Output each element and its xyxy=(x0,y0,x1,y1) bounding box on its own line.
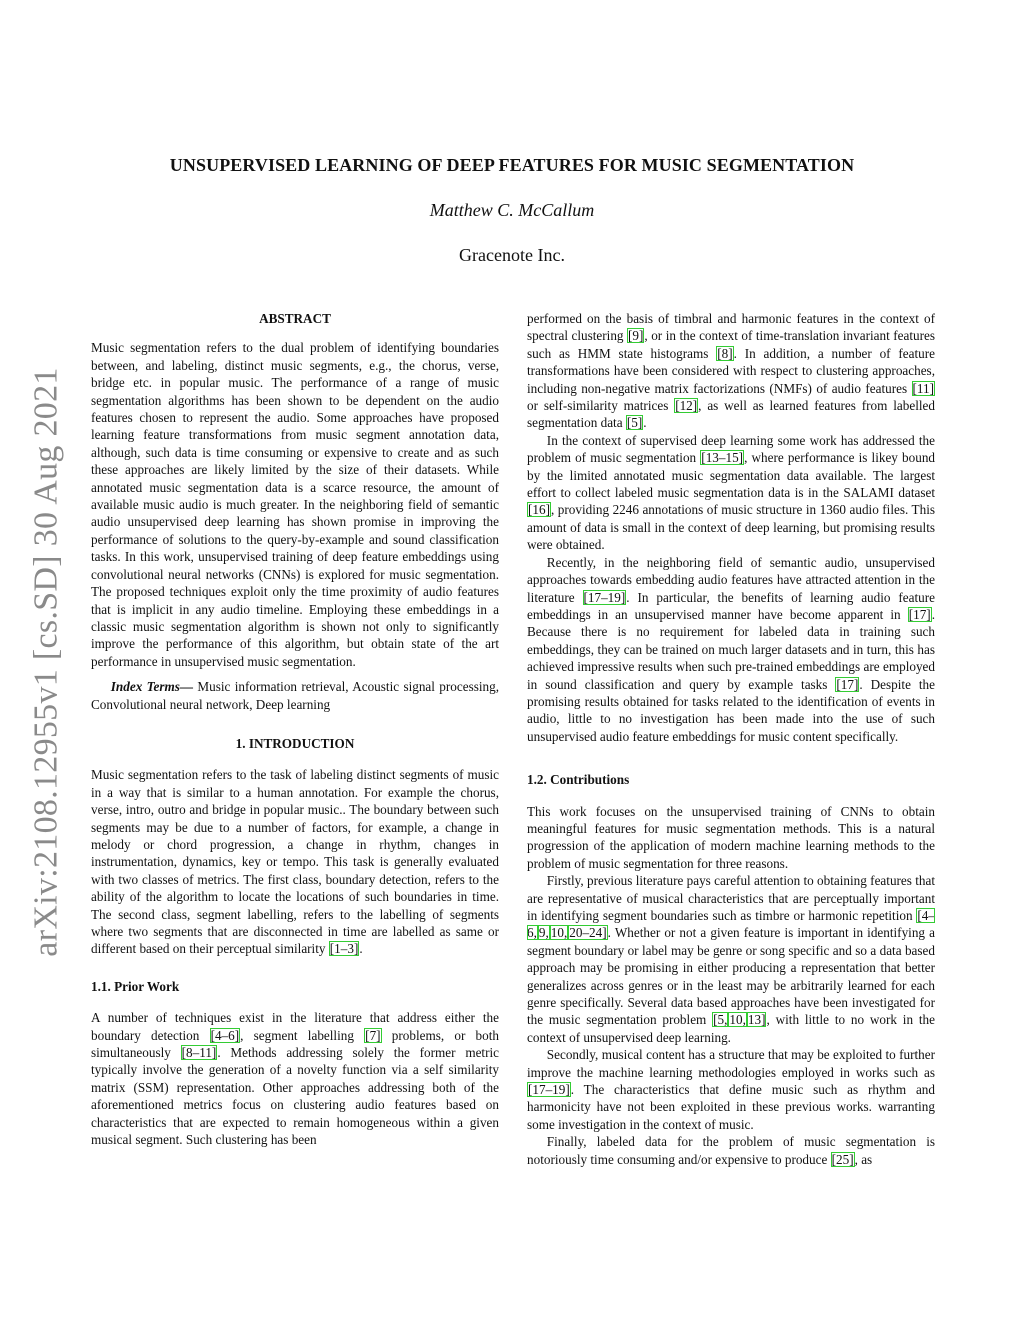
citation-link[interactable]: [4–6] xyxy=(210,1027,240,1043)
arxiv-id: arXiv:2108.12955v1 [cs.SD] 30 Aug 2021 xyxy=(28,367,65,957)
unsupervised-paragraph: Recently, in the neighboring field of semantic audio, unsupervised approaches towards embedding audio features have attracted attention in the literature [17–19]. In particular, the benefits of learning audio feature embeddings in an unsupervised manner have become apparent in [17]. Because there is no requirement for labeled data in training such embeddings, they can be trained on much larger datasets and in turn, this has achieved impressive results when such pre-trained embeddings are employed in sound classification and query by example tasks [17]. Despite the promising results obtained for tasks related to the identification of events in audio, little to no investigation has been made into the use of such unsupervised audio feature embeddings for music content specifically. xyxy=(527,554,936,744)
secondly-paragraph: Secondly, musical content has a structure that may be exploited to further improve the machine learning methodologies employed in works such as [17–19]. The characteristics that define music such as rhythm and harmonicity have not been exploited in these previous works. warranting some investigation in the context of music. xyxy=(527,1047,935,1132)
citation-link[interactable]: [17] xyxy=(908,606,931,622)
firstly-paragraph: Firstly, previous literature pays careful attention to obtaining features that are representative of musical characteristics that are perceptually important in identifying segment boundaries such as timbre or harmonic repetition [4–6, 9, 10, 20–24]. Whether or not a given feature is important in identifying a segment boundary or label may be genre or song specific and so a data based approach may be promising in either producing a representation that better generalizes across genres or in the least may be arbitrarily learned for each genre specifically. Several data based approaches have been investigated for the music segmentation problem [5, 10, 13], with little to no work in the context of unsupervised deep learning. xyxy=(527,873,935,1045)
citation-link[interactable]: [17] xyxy=(836,676,859,692)
prior-work-paragraph: A number of techniques exist in the literature that address either the boundary detection [4–6], segment labelling [7] problems, or both simultaneously [8–11]. Methods addressing solely the former metric typically involve the generation of a novelty function via a self similarity matrix (SSM) representation. Other approaches addressing both of the aforementioned metrics focus on clustering audio features based on characteristics that are expected to remain homogeneous within a given musical segment. Such clustering has been xyxy=(91,1010,500,1148)
contributions-heading: 1.2. Contributions xyxy=(527,772,630,788)
citation-link[interactable]: [4–6, xyxy=(527,908,935,941)
paper-title: UNSUPERVISED LEARNING OF DEEP FEATURES FOR MUSIC SEGMENTATION xyxy=(169,155,855,175)
right-column xyxy=(527,310,935,1168)
citation-link[interactable]: [11] xyxy=(912,380,934,396)
contributions-paragraph: This work focuses on the unsupervised training of CNNs to obtain meaningful features for music segmentation methods. This is a natural progression of the application of modern machine learning methods to the problem of music segmentation for three reasons. xyxy=(527,803,935,871)
author-affiliation: Gracenote Inc. xyxy=(459,245,565,265)
index-terms xyxy=(91,678,499,713)
author-name: Matthew C. McCallum xyxy=(429,200,595,220)
introduction-heading: 1. INTRODUCTION xyxy=(235,735,355,751)
citation-link[interactable]: 9, xyxy=(538,925,549,941)
introduction-paragraph: Music segmentation refers to the task of labeling distinct segments of music in a way that is similar to a human annotation. For example the chorus, verse, intro, outro and bridge in popular music.. The boundary between such segments may be due to a number of factors, for example, a change in melody or chord progression, a change in rhythm, changes in instrumentation, dynamics, key or tempo. This task is generally evaluated with two classes of metrics. The first class, boundary detection, refers to the ability of the algorithm to locate the locations of such boundaries in time. The second class, segment labelling, refers to the labelling of segments where two segments that are disconnected in time are labelled as same or different based on their perceptual similarity [1–3]. xyxy=(91,767,499,957)
citation-link[interactable]: 10, xyxy=(729,1012,746,1028)
finally-paragraph: Finally, labeled data for the problem of music segmentation is notoriously time consuming and/or expensive to produce [25], as xyxy=(527,1134,935,1167)
citation-link[interactable]: [13–15] xyxy=(701,450,744,466)
citation-link[interactable]: [17–19] xyxy=(583,589,626,605)
citation-link[interactable]: [25] xyxy=(831,1151,854,1167)
left-column xyxy=(91,310,499,1148)
citation-link[interactable]: [5, xyxy=(713,1012,728,1028)
abstract-text: Music segmentation refers to the dual problem of identifying boundaries between, and labeling, distinct music segments, e.g., the chorus, verse, bridge etc. in popular music. The performance of a range of music segmentation algorithms has been shown to be dependent on the audio features chosen to represent the audio. Some approaches have proposed learning feature transformations from music segment annotation data, although, such data is time consuming or expensive to create and as such these approaches are likely limited by the size of their datasets. While annotated music segmentation data is a scarce resource, the amount of available music audio is much greater. In the neighboring field of semantic audio unsupervised deep learning has shown promise in improving the performance of solutions to the query-by-example and sound classification tasks. In this work, unsupervised training of deep feature embeddings using convolutional neural networks (CNNs) is explored for music segmentation. The proposed techniques exploit only the time proximity of audio features that is implicit in any audio timeline. Employing these embeddings in a classic music segmentation algorithm is shown not only to significantly improve the performance of this algorithm, but obtain state of the art performance in unsupervised music segmentation. xyxy=(91,340,499,669)
citation-link[interactable]: 13] xyxy=(747,1012,766,1028)
abstract-heading: ABSTRACT xyxy=(259,311,331,326)
citation-link[interactable]: [1–3] xyxy=(329,941,359,957)
prior-work-heading: 1.1. Prior Work xyxy=(91,978,180,994)
supervised-paragraph: In the context of supervised deep learning some work has addressed the problem of music segmentation [13–15], where performance is likey bound by the limited annotated music segmentation data available. The largest effort to collect labeled music segmentation data is in the SALAMI dataset [16], providing 2246 annotations of music structure in 1360 audio files. This amount of data is small in the context of deep learning, but promising results were obtained. xyxy=(527,432,936,553)
citation-link[interactable]: [17–19] xyxy=(528,1082,570,1098)
citation-link[interactable]: [16] xyxy=(528,502,550,518)
citation-link[interactable]: [8–11] xyxy=(181,1045,217,1061)
citation-link[interactable]: [12] xyxy=(675,398,698,414)
citation-link[interactable]: [7] xyxy=(365,1027,381,1043)
citation-link[interactable]: [5] xyxy=(626,415,643,431)
index-terms-text: Music information retrieval, Acoustic signal processing, Convolutional neural network, Deep learning xyxy=(91,679,499,712)
arxiv-watermark xyxy=(8,352,86,972)
citation-link[interactable]: 10, xyxy=(550,925,568,941)
index-terms-label: Index Terms— xyxy=(110,679,194,695)
citation-link[interactable]: [9] xyxy=(628,328,644,344)
citation-link[interactable]: 20–24] xyxy=(569,925,607,941)
prior-work-continued: performed on the basis of timbral and harmonic features in the context of spectral clustering [9], or in the context of time-translation invariant features such as HMM state histograms [8]. In addition, a number of feature transformations have been considered with respect to clustering approaches, including non-negative matrix factorizations (NMFs) of audio features [11] or self-similarity matrices [12], as well as learned features from labelled segmentation data [5]. xyxy=(527,311,935,431)
citation-link[interactable]: [8] xyxy=(717,345,733,361)
